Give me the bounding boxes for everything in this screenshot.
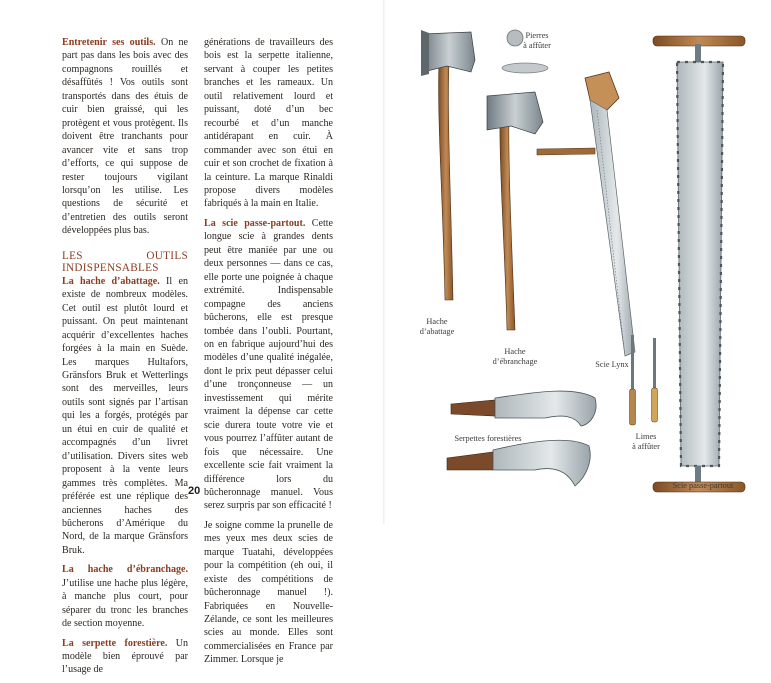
files-drawing (630, 335, 658, 425)
tools-illustration (385, 0, 771, 524)
paragraph-scie-passe-partout (204, 217, 333, 513)
page-number: 20 (188, 485, 201, 497)
run-in-heading: La hache d’abattage. (62, 275, 160, 287)
text-column-2 (204, 36, 333, 673)
paragraph-serpette-suite (204, 36, 333, 211)
run-in-heading: La hache d’ébranchage. (62, 564, 188, 576)
paragraph-tuatahi (204, 519, 333, 667)
run-in-heading: La serpette forestière. (62, 637, 168, 649)
section-title: LES OUTILS INDISPENSABLES (62, 249, 188, 274)
felling-axe-drawing (421, 30, 475, 300)
label-scie-lynx: Scie Lynx (595, 360, 629, 369)
right-page (385, 0, 771, 524)
run-in-heading: Entretenir ses outils. (62, 37, 156, 48)
paragraph-text: Il en existe de nombreux modèles. Cet outil est plutôt lourd et puissant. On peut maintenant acquérir d’excellentes haches forgées à la main en Suède. Les marques Hultafors, Gränsfors Bruk et Wetterlings sont des merveilles, leurs outils sont signés par l’artisan qui les a forgés, protégés par un étui en cuir de qualité et accompagnés d’un livret d’utilisation. Divers sites web proposent à la vente leurs gammes très complètes. Ma préférée est une réplique des anciennes haches des bûcherons d’Amérique du Nord, de la marque Gränsfors Bruk. (62, 275, 188, 556)
label-hache-ebranchage: Hache d’ébranchage (492, 347, 538, 366)
lynx-saw-drawing (537, 72, 635, 356)
paragraph-serpette (62, 637, 188, 677)
paragraph-entretenir (62, 36, 188, 238)
paragraph-hache-ebranchage (62, 563, 188, 630)
paragraph-hache-abattage (62, 275, 188, 558)
text-column-1 (62, 36, 188, 683)
label-limes: Limes à affûter (632, 432, 660, 451)
paragraph-text: J’utilise une hache plus légère, à manche plus court, pour séparer du tronc les branches de section moyenne. (62, 577, 188, 630)
paragraph-text: Je soigne comme la prunelle de mes yeux mes deux scies de marque Tuatahi, développées pour la compétition (eh oui, il existe des compétitions de bûcheronnage manuel !). Fabriquées en Nouvelle-Zélande, ce sont les meilleures scies au monde. Elles sont commercialisées en France par Zimmer. Lorsque je (204, 519, 333, 666)
limbing-axe-drawing (487, 92, 543, 330)
paragraph-text: Cette longue scie à grandes dents peut être maniée par une ou deux personnes — dans ce cas, elle porte une poignée à chaque extrémité. Indispensable compagne des anciens bûcherons, elle est presque tombée dans l’oubli. Pourtant, on en fabrique aujourd’hui des modèles d’une qualité inégalée, dont le prix peut dépasser celui d’une tronçonneuse — un investissement qui mérite vraiment la dépense car cette scie durera toute votre vie et vous pourrez l’affûter autant de fois que nécessaire. Une excellente scie fait vraiment la différence lors du bûcheronnage manuel. Vous serez surpris par son efficacité ! (204, 217, 333, 512)
paragraph-text: générations de travailleurs des bois est la serpette italienne, servant à couper les petites branches et les rameaux. Un outil relativement lourd et puissant, doté d’un bec recourbé et d’un manche antidérapant en cuir. À commander avec son étui en cuir et son crochet de fixation à la ceinture. La marque Rinaldi propose divers modèles fabriqués à la main en Italie. (204, 37, 333, 210)
paragraph-text: On ne part pas dans les bois avec des compagnons rouillés et désaffûtés ! Vos outils sont transportés dans des étuis de cuir bien graissé, qui les protègent et vous protègent. Ils doivent être tranchants pour avancer vite et sans trop d’efforts, ce qui suppose de rester toujours vigilant lorsqu’on les utilise. Les questions de sécurité et d’entretien des outils seront développées plus bas. (62, 37, 188, 237)
label-hache-abattage: Hache d’abattage (419, 317, 455, 336)
crosscut-saw-drawing (653, 36, 745, 492)
left-page (0, 0, 385, 676)
label-serpettes: Serpettes forestières (454, 434, 522, 443)
paragraph-text: Un modèle bien éprouvé par l’usage de (62, 637, 188, 676)
run-in-heading: La scie passe-partout. (204, 217, 306, 229)
label-scie-passe-partout: Scie passe-partout (672, 481, 734, 490)
label-pierres: Pierres à affûter (523, 31, 551, 50)
